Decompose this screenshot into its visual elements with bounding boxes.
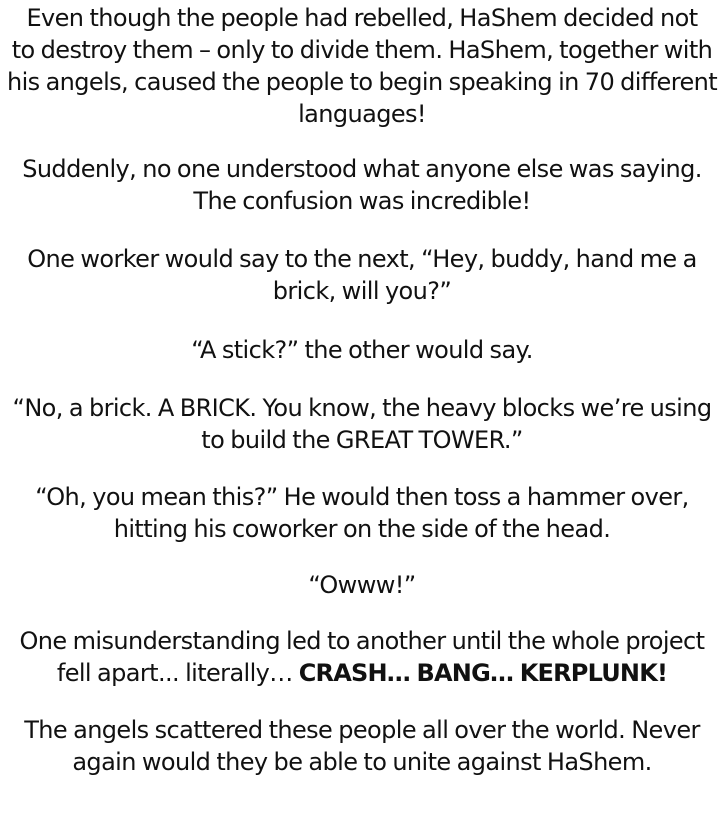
text-line: “No, a brick. A BRICK. You know, the heavy blocks we’re using xyxy=(12,394,712,422)
paragraph-8 xyxy=(0,625,724,689)
paragraph-3 xyxy=(0,243,724,307)
text-line: “A stick?” the other would say. xyxy=(191,336,533,364)
text-line: again would they be able to unite against HaShem. xyxy=(72,748,652,776)
paragraph-1 xyxy=(0,2,724,130)
paragraph-5 xyxy=(0,392,724,456)
text-line: One worker would say to the next, “Hey, buddy, hand me a xyxy=(27,245,697,273)
text-line: “Owww!” xyxy=(308,571,416,599)
text-line: his angels, caused the people to begin speaking in 70 different xyxy=(6,68,718,96)
text-line: The confusion was incredible! xyxy=(193,187,531,215)
text-line: languages! xyxy=(298,100,426,128)
text-line: One misunderstanding led to another until the whole project xyxy=(19,627,705,655)
text-line xyxy=(0,657,724,689)
text-line: The angels scattered these people all over the world. Never xyxy=(24,716,700,744)
paragraph-9 xyxy=(0,714,724,778)
text-line: Even though the people had rebelled, HaShem decided not xyxy=(26,4,698,32)
paragraph-2 xyxy=(0,153,724,217)
text-line: Suddenly, no one understood what anyone else was saying. xyxy=(22,155,702,183)
text-line: to destroy them – only to divide them. HaShem, together with xyxy=(11,36,713,64)
text-line: brick, will you?” xyxy=(272,277,452,305)
paragraph-6 xyxy=(0,481,724,545)
plain-text: fell apart... literally… xyxy=(56,659,299,687)
text-line: to build the GREAT TOWER.” xyxy=(201,426,523,454)
paragraph-7 xyxy=(0,569,724,601)
text-line: hitting his coworker on the side of the head. xyxy=(113,515,611,543)
text-line: “Oh, you mean this?” He would then toss a hammer over, xyxy=(35,483,689,511)
paragraph-4 xyxy=(0,334,724,366)
sound-effects-text: CRASH… BANG… KERPLUNK! xyxy=(298,659,668,687)
